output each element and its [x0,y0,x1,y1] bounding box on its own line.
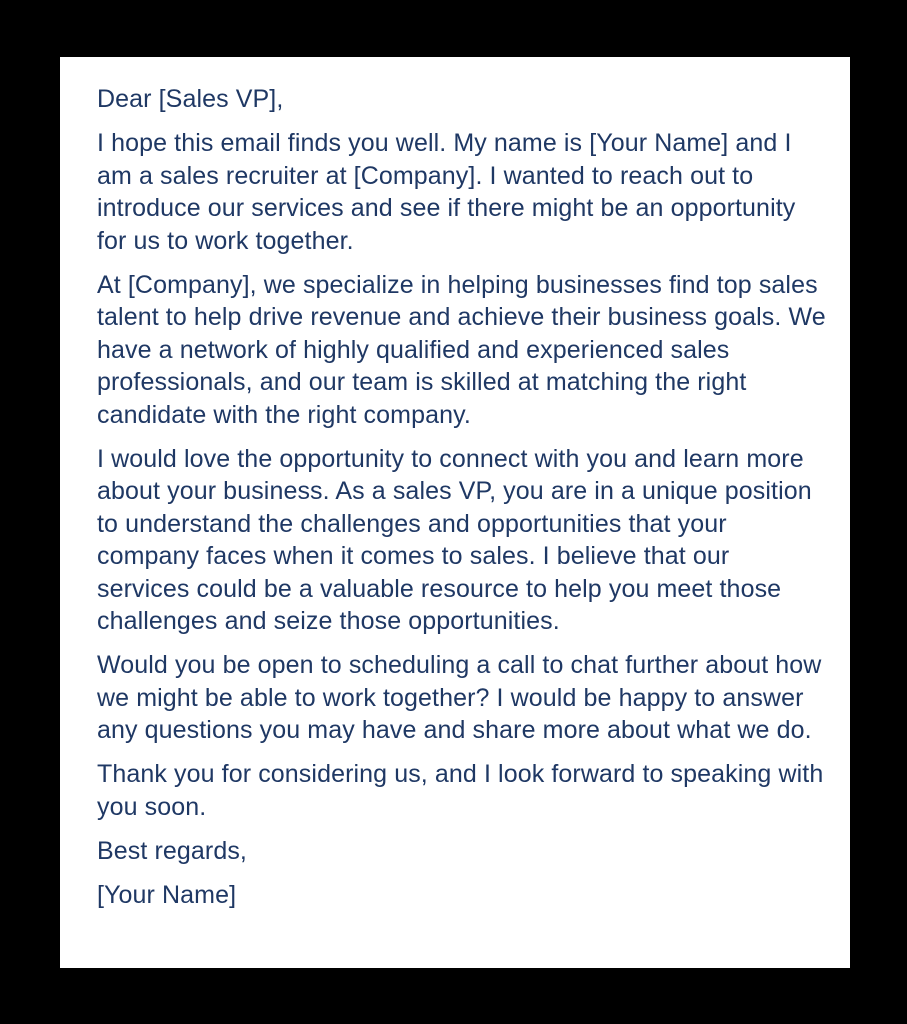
email-signature: [Your Name] [97,880,237,909]
email-salutation: Dear [Sales VP], [97,85,284,113]
email-letter-card [60,57,850,968]
email-paragraph: At [Company], we specialize in helping businesses find top sales talent to help drive revenue and achieve their business goals. We have a network of highly qualified and experienced sales professionals, and our team is skilled at matching the right candidate with the right company. [97,270,826,429]
email-paragraph: Thank you for considering us, and I look forward to speaking with you soon. [97,760,824,821]
email-paragraph: I hope this email finds you well. My name is [Your Name] and I am a sales recruiter at [Company]. I wanted to reach out to introduce our services and see if there might be an opportunity for us to work together. [97,129,796,255]
email-paragraph: I would love the opportunity to connect with you and learn more about your business. As a sales VP, you are in a unique position to understand the challenges and opportunities that your company faces when it comes to sales. I believe that our services could be a valuable resource to help you meet those challenges and seize those opportunities. [97,444,812,635]
email-paragraph: Would you be open to scheduling a call to chat further about how we might be able to work together? I would be happy to answer any questions you may have and share more about what we do. [97,651,822,744]
email-closing: Best regards, [97,836,247,865]
